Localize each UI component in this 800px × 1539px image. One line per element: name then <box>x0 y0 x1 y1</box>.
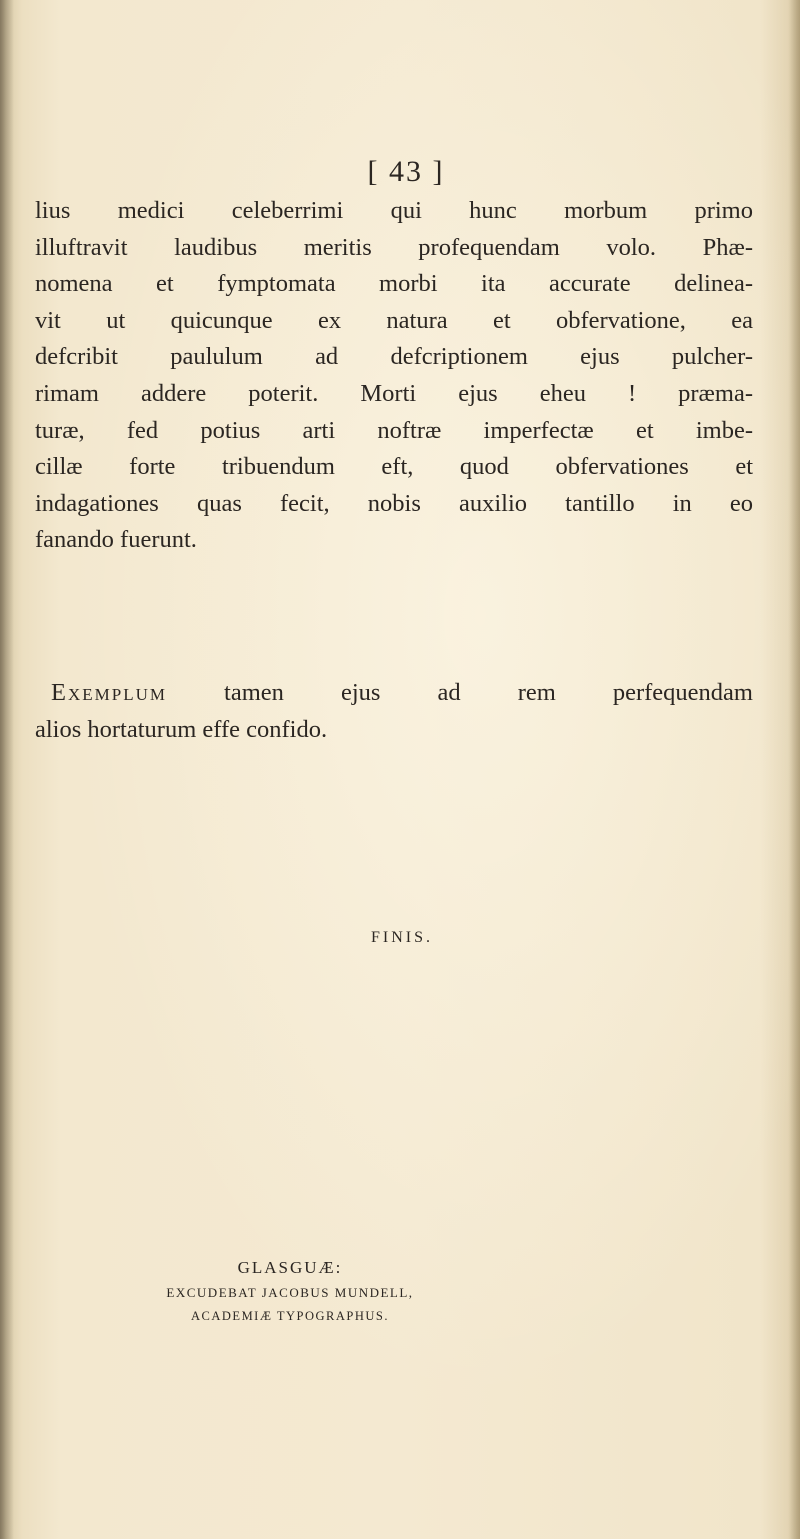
text-line: turæ, fed potius arti noftræ imperfectæ et imbe- <box>35 416 753 444</box>
lead-word: Exemplum <box>51 679 167 706</box>
colophon-printer: EXCUDEBAT JACOBUS MUNDELL, <box>166 1285 414 1300</box>
text-line: illuftravit laudibus meritis profequendam volo. Phæ- <box>35 233 753 261</box>
paragraph-2-line-1 <box>35 675 753 712</box>
page-gutter-shadow <box>0 0 14 1539</box>
paragraph-2-line-2: alios hortaturum effe confido. <box>35 715 328 743</box>
text-line: fanando fuerunt. <box>35 526 197 554</box>
page-number: [ 43 ] <box>367 155 445 188</box>
colophon <box>130 1255 450 1327</box>
text-line: vit ut quicunque ex natura et obfervatione, ea <box>35 306 753 334</box>
line-rest: tamen ejus ad rem perfequendam <box>166 679 753 706</box>
page-edge-shadow <box>788 0 800 1539</box>
colophon-city: GLASGUÆ: <box>237 1258 343 1277</box>
text-line: cillæ forte tribuendum eft, quod obfervationes et <box>35 453 753 481</box>
text-line: indagationes quas fecit, nobis auxilio tantillo in eo <box>35 489 753 517</box>
text-line: lius medici celeberrimi qui hunc morbum primo <box>35 197 753 224</box>
finis-mark: FINIS. <box>370 929 433 946</box>
colophon-title: ACADEMIÆ TYPOGRAPHUS. <box>191 1309 389 1323</box>
paragraph-2 <box>35 675 753 748</box>
text-line: rimam addere poterit. Morti ejus eheu ! præma- <box>35 379 753 407</box>
paragraph-1 <box>35 193 753 559</box>
text-line: defcribit paululum ad defcriptionem ejus pulcher- <box>35 343 753 371</box>
text-line: nomena et fymptomata morbi ita accurate delinea- <box>35 270 753 298</box>
